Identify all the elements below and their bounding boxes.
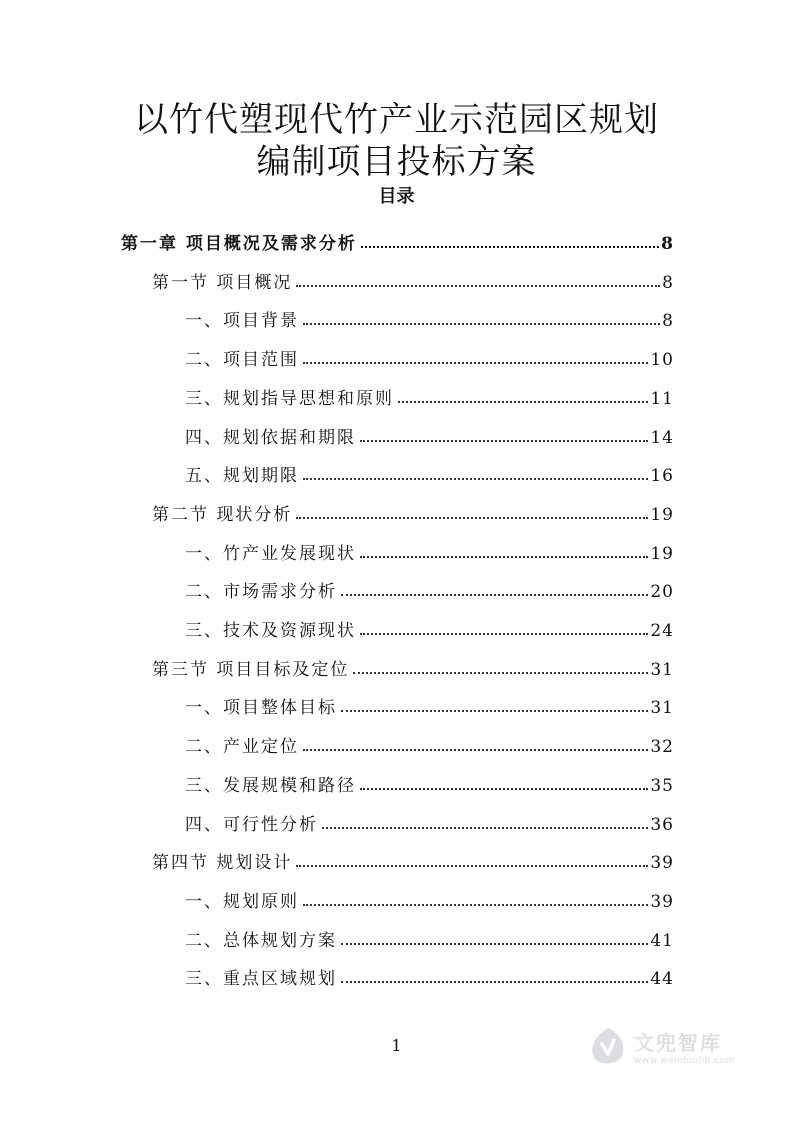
- toc-entry[interactable]: [185, 338, 674, 370]
- toc-entry[interactable]: [152, 493, 674, 525]
- toc-entry-page: 31: [650, 698, 674, 719]
- toc-dot-leader: [341, 593, 648, 596]
- toc-dot-leader: [303, 903, 648, 906]
- toc-entry-label: 五、规划期限: [185, 466, 299, 487]
- toc-entry-label: 四、可行性分析: [185, 814, 318, 835]
- toc-dot-leader: [303, 361, 648, 364]
- toc-entry-page: 19: [650, 504, 674, 525]
- toc-entry-label: 一、项目整体目标: [185, 698, 337, 719]
- watermark-url: www.wendoulib.com: [634, 1055, 735, 1066]
- toc-entry-page: 14: [650, 427, 674, 448]
- toc-dot-leader: [303, 748, 648, 751]
- toc-entry-label: 第三节 项目目标及定位: [152, 659, 350, 680]
- watermark-name: 文兜智库: [634, 1030, 722, 1055]
- watermark: [588, 1020, 758, 1072]
- toc-entry-page: 39: [650, 891, 674, 912]
- toc-entry[interactable]: [121, 222, 674, 254]
- toc-entry[interactable]: [185, 919, 674, 951]
- toc-entry[interactable]: [185, 686, 674, 718]
- toc-entry-page: 41: [650, 930, 674, 951]
- toc-entry-page: 32: [650, 737, 674, 758]
- toc-entry-page: 44: [650, 969, 674, 990]
- toc-dot-leader: [360, 555, 648, 558]
- toc-entry-page: 36: [650, 814, 674, 835]
- toc-dot-leader: [341, 709, 648, 712]
- page-number: 1: [391, 1036, 402, 1055]
- toc-entry[interactable]: [185, 764, 674, 796]
- toc-entry-page: 10: [650, 350, 674, 371]
- toc-heading: 目录: [378, 186, 415, 207]
- toc-entry[interactable]: [185, 725, 674, 757]
- toc-entry-label: 二、总体规划方案: [185, 930, 337, 951]
- toc-dot-leader: [303, 477, 648, 480]
- toc-entry-page: 19: [650, 543, 674, 564]
- toc-entry-label: 二、产业定位: [185, 737, 299, 758]
- toc-entry-label: 一、项目背景: [185, 311, 299, 332]
- toc-entry[interactable]: [185, 416, 674, 448]
- toc-entry[interactable]: [185, 532, 674, 564]
- toc-entry-label: 三、规划指导思想和原则: [185, 388, 394, 409]
- toc-entry[interactable]: [185, 570, 674, 602]
- toc-dot-leader: [296, 284, 660, 287]
- toc-entry-label: 二、市场需求分析: [185, 582, 337, 603]
- toc-entry[interactable]: [185, 880, 674, 912]
- toc-entry-label: 三、发展规模和路径: [185, 775, 356, 796]
- toc-entry[interactable]: [185, 454, 674, 486]
- toc-entry[interactable]: [185, 299, 674, 331]
- toc-entry[interactable]: [185, 803, 674, 835]
- toc-entry[interactable]: [152, 841, 674, 873]
- toc-entry-page: 16: [650, 466, 674, 487]
- toc-entry-page: 35: [650, 775, 674, 796]
- toc-entry-page: 39: [650, 853, 674, 874]
- toc-dot-leader: [360, 632, 648, 635]
- toc-dot-leader: [353, 671, 648, 674]
- toc-entry-page: 20: [650, 582, 674, 603]
- toc-entry-label: 第一节 项目概况: [152, 272, 293, 293]
- toc-dot-leader: [341, 980, 648, 983]
- toc-dot-leader: [322, 826, 648, 829]
- toc-entry[interactable]: [185, 377, 674, 409]
- wendou-logo-icon: [588, 1026, 628, 1066]
- toc-entry-label: 第二节 现状分析: [152, 504, 293, 525]
- toc-entry-label: 第四节 规划设计: [152, 853, 293, 874]
- toc-entry-label: 三、重点区域规划: [185, 969, 337, 990]
- toc-dot-leader: [341, 942, 648, 945]
- toc-entry-label: 二、项目范围: [185, 350, 299, 371]
- toc-dot-leader: [360, 439, 648, 442]
- toc-entry-label: 一、竹产业发展现状: [185, 543, 356, 564]
- toc-entry-page: 24: [650, 621, 674, 641]
- toc-entry[interactable]: [185, 609, 674, 641]
- toc-dot-leader: [296, 516, 648, 519]
- toc-entry-page: 8: [662, 272, 674, 293]
- toc-dot-leader: [360, 787, 648, 790]
- toc-dot-leader: [296, 864, 648, 867]
- toc-entry-label: 第一章 项目概况及需求分析: [121, 234, 357, 254]
- toc-entry[interactable]: [185, 957, 674, 989]
- toc-dot-leader: [398, 400, 648, 403]
- toc-entry-label: 一、规划原则: [185, 891, 299, 912]
- toc-entry[interactable]: [152, 261, 674, 293]
- toc-entry-page: 31: [650, 659, 674, 680]
- document-title-line-2: 编制项目投标方案: [256, 142, 537, 182]
- toc-entry-page: 11: [650, 388, 674, 409]
- toc-dot-leader: [303, 322, 660, 325]
- toc-entry-label: 四、规划依据和期限: [185, 427, 356, 448]
- toc-entry-page: 8: [662, 311, 674, 332]
- toc-entry-label: 三、技术及资源现状: [185, 621, 356, 641]
- toc-entry[interactable]: [152, 648, 674, 680]
- toc-entry-page: 8: [661, 234, 674, 254]
- toc-dot-leader: [361, 245, 659, 248]
- document-title-line-1: 以竹代塑现代竹产业示范园区规划: [134, 100, 659, 140]
